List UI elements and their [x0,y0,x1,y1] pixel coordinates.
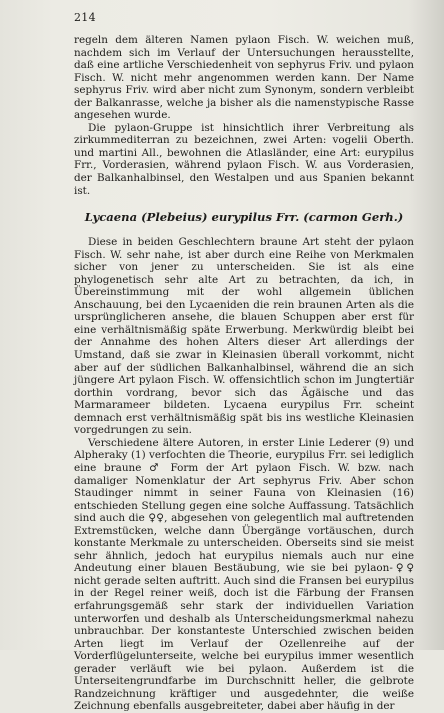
paragraph-authors: Verschiedene ältere Autoren, in erster Linie Lederer (9) und Alpheraky (1) verfochten die Theorie, eurypilus Frr. sei lediglich eine braune ♂ Form der Art pylaon Fisch. W. bzw. nach damaliger Nomenklatur der Art sephyrus Friv. Aber schon Staudinger nimmt in seiner Fauna von Kleinasien (16) entschieden Stellung gegen eine solche Auffassung. Tatsächlich sind auch die ♀♀, abgesehen von gelegentlich mal auftretenden Extremstücken, welche dann Übergänge vortäuschen, durch konstante Merkmale zu unterscheiden. Oberseits sind sie meist sehr ähnlich, jedoch hat eurypilus niemals auch nur eine Andeutung einer blauen Bestäubung, wie sie bei pylaon-♀♀ nicht gerade selten auftritt. Auch sind die Fransen bei eurypilus in der Regel reiner weiß, doch ist die Färbung der Fransen erfahrungsgemäß sehr stark der individuellen Variation unterworfen und deshalb als Unterscheidungsmerkmal nahezu unbrauchbar. Der konstanteste Unterschied zwischen beiden Arten liegt im Verlauf der Ozellenreihe auf der Vorderflügelunterseite, welche bei eurypilus immer wesentlich gerader verläuft wie bei pylaon. Außerdem ist die Unterseitengrundfarbe im Durchschnitt heller, die gelbrote Randzeichnung kräftiger und ausgedehnter, die weiße Zeichnung ebenfalls ausgebreiteter, dabei aber häufig in der [74,436,414,713]
paragraph-continued: regeln dem älteren Namen pylaon Fisch. W. weichen muß, nachdem sich im Verlauf der Untersuchungen herausstellte, daß eine artliche Verschiedenheit von sephyrus Friv. und pylaon Fisch. W. nicht mehr angenommen werden kann. Der Name sephyrus Friv. wird aber nicht zum Synonym, sondern verbleibt der Balkanrasse, welche ja bisher als die namenstypische Rasse angesehen wurde. [74,34,414,122]
section-heading: Lycaena (Plebeius) eurypilus Frr. (carmon Gerh.) [84,210,404,225]
paragraph-description: Diese in beiden Geschlechtern braune Art steht der pylaon Fisch. W. sehr nahe, ist aber durch eine Reihe von Merkmalen sicher von jener zu unterscheiden. Sie ist als eine phylogenetisch sehr alte Art zu betrachten, da ich, in Übereinstimmung mit der wohl allgemein üblichen Anschauung, bei den Lycaeniden die rein braunen Arten als die ursprünglicheren ansehe, die blauen Schuppen aber erst für eine verhältnismäßig späte Erwerbung. Merkwürdig bleibt bei der Annahme des hohen Alters dieser Art allerdings der Umstand, daß sie zwar in Kleinasien überall vorkommt, nicht aber auf der südlichen Balkanhalbinsel, während die an sich jüngere Art pylaon Fisch. W. offensichtlich schon im Jungtertiär dorthin vordrang, bevor sich das Ägäische und das Marmarameer bildeten. Lycaena eurypilus Frr. scheint demnach erst verhältnismäßig spät bis ins westliche Kleinasien vorgedrungen zu sein. [74,236,414,437]
paragraph-distribution: Die pylaon-Gruppe ist hinsichtlich ihrer Verbreitung als zirkummediterran zu bezeichnen, zwei Arten: vogelii Oberth. und martini All., bewohnen die Atlasländer, eine Art: eurypilus Frr., Vorderasien, während pylaon Fisch. W. aus Vorderasien, der Balkanhalbinsel, den Westalpen und aus Spanien bekannt ist. [74,121,414,197]
page-number: 214 [74,11,96,24]
page-body [74,34,414,713]
